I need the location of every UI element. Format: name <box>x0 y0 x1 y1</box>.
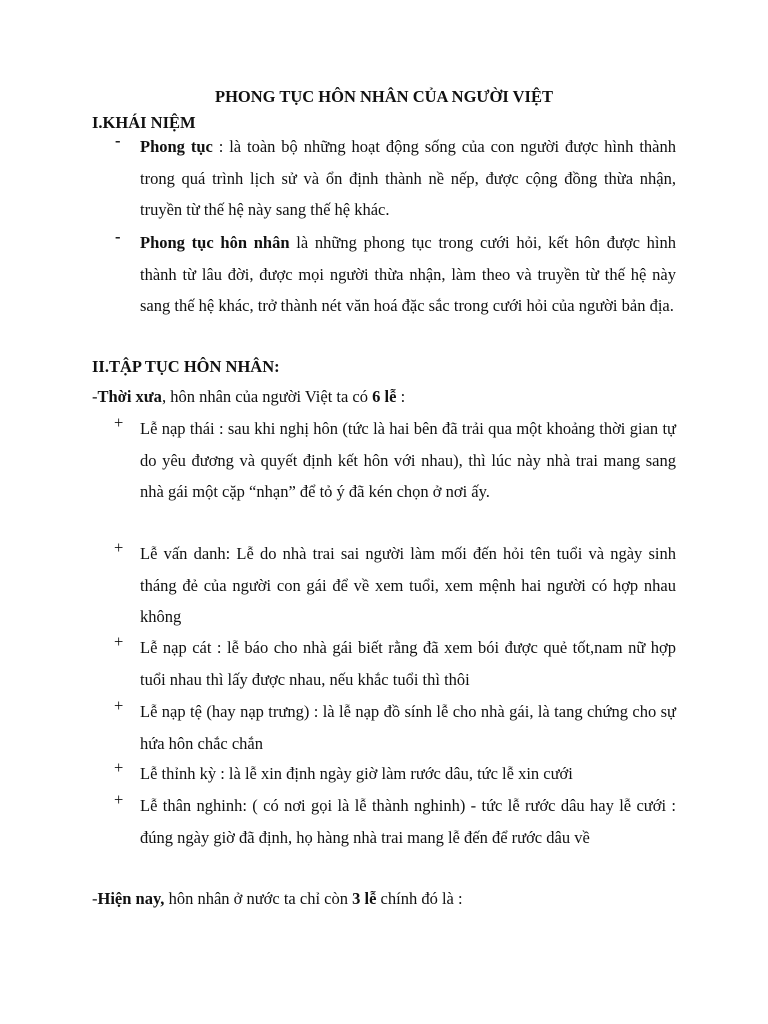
rite-text: Lễ vấn danh: Lễ do nhà trai sai người làm mối đến hỏi tên tuổi và ngày sinh tháng đẻ của người con gái để về xem tuổi, xem mệnh hai người có hợp nhau không <box>140 544 676 626</box>
outro-prefix: - <box>92 889 98 908</box>
term: Phong tục hôn nhân <box>140 233 290 252</box>
dash-marker: - <box>115 131 121 150</box>
plus-marker: + <box>114 632 124 651</box>
plus-marker: + <box>114 538 124 557</box>
term: Phong tục <box>140 137 213 156</box>
intro-prefix: - <box>92 387 98 406</box>
rite-text: Lễ thỉnh kỳ : là lễ xin định ngày giờ làm rước dâu, tức lễ xin cưới <box>140 764 573 783</box>
rite-item-thinh-ky <box>92 758 676 790</box>
plus-marker: + <box>114 413 124 432</box>
definition: là những phong tục trong cưới hỏi, kết hôn được hình thành từ lâu đời, được mọi người thừa nhận, làm theo và truyền từ thế hệ này sang thế hệ khác, trở thành nét văn hoá đặc sắc trong cưới hỏi của người bản địa. <box>140 233 677 315</box>
rite-item-van-danh <box>92 538 676 633</box>
rite-item-nap-te <box>92 696 676 759</box>
outro-suffix: chính đó là : <box>376 889 463 908</box>
dash-marker: - <box>115 227 121 246</box>
plus-marker: + <box>114 790 124 809</box>
plus-marker: + <box>114 696 124 715</box>
rite-text: Lễ thân nghinh: ( có nơi gọi là lễ thành nghinh) - tức lễ rước dâu hay lễ cưới : đúng ngày giờ đã định, họ hàng nhà trai mang lễ đến để rước dâu về <box>140 796 676 847</box>
rite-item-than-nghinh <box>92 790 676 853</box>
rite-text: Lễ nạp cát : lễ báo cho nhà gái biết rằng đã xem bói được quẻ tốt,nam nữ hợp tuổi nhau thì lấy được nhau, nếu khắc tuổi thì thôi <box>140 638 676 689</box>
list-item-phong-tuc <box>92 131 676 226</box>
outro-bold-era: Hiện nay, <box>97 889 165 908</box>
intro-bold-era: Thời xưa <box>97 387 162 406</box>
outro-text: hôn nhân ở nước ta chỉ còn <box>164 889 353 908</box>
intro-suffix: : <box>396 387 406 406</box>
section-heading-customs: II.TẬP TỤC HÔN NHÂN: <box>92 357 280 376</box>
intro-text: , hôn nhân của người Việt ta có <box>161 387 373 406</box>
document-title: PHONG TỤC HÔN NHÂN CỦA NGƯỜI VIỆT <box>215 87 553 106</box>
outro-line <box>92 889 463 909</box>
rite-text: Lễ nạp tệ (hay nạp trưng) : là lễ nạp đồ sính lễ cho nhà gái, là tang chứng cho sự hứa hôn chắc chắn <box>140 702 676 753</box>
outro-bold-count: 3 lễ <box>352 889 377 908</box>
rite-item-nap-thai <box>92 413 676 508</box>
rite-text: Lễ nạp thái : sau khi nghị hôn (tức là hai bên đã trải qua một khoảng thời gian tự do yêu đương và quyết định kết hôn với nhau), thì lúc này nhà trai mang sang nhà gái một cặp “nhạn” để tỏ ý đã kén chọn ở nơi ấy. <box>140 419 676 501</box>
rite-item-nap-cat <box>92 632 676 695</box>
definition-text <box>140 131 676 226</box>
definition-text <box>140 227 676 322</box>
list-item-phong-tuc-hon-nhan <box>92 227 676 322</box>
section-heading-concepts: I.KHÁI NIỆM <box>92 113 196 132</box>
plus-marker: + <box>114 758 124 777</box>
intro-line <box>92 387 405 407</box>
definition: : là toàn bộ những hoạt động sống của con người được hình thành trong quá trình lịch sử và ổn định thành nề nếp, được cộng đồng thừa nhận, truyền từ thế hệ này sang thế hệ khác. <box>140 137 676 219</box>
intro-bold-count: 6 lễ <box>372 387 397 406</box>
